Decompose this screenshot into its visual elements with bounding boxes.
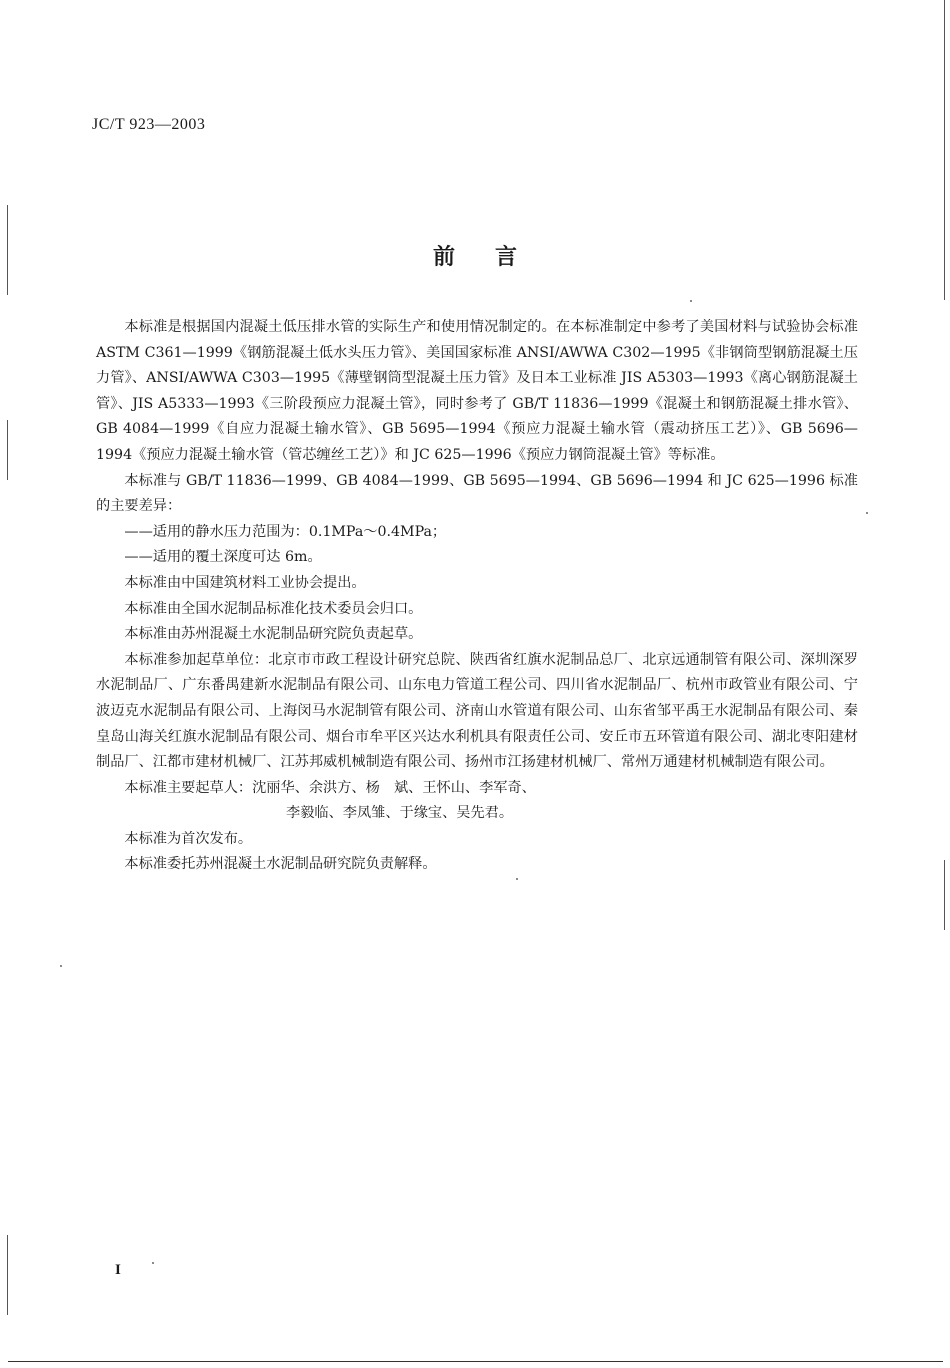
- scan-speck: [516, 878, 518, 880]
- paragraph-interpretation: 本标准委托苏州混凝土水泥制品研究院负责解释。: [124, 856, 437, 873]
- paragraph-drafters: 本标准主要起草人：沈丽华、余洪方、杨 斌、王怀山、李军奇、: [124, 779, 536, 796]
- difference-item-depth: ——适用的覆土深度可达 6m。: [124, 549, 322, 566]
- scan-speck: [60, 965, 62, 967]
- standard-code: JC/T 923—2003: [92, 116, 206, 133]
- paragraph-drafters-continued: 李毅临、李凤雏、于缘宝、吴先君。: [286, 805, 514, 822]
- page-number: I: [115, 1262, 121, 1278]
- paragraph-participants: 本标准参加起草单位：北京市市政工程设计研究总院、陕西省红旗水泥制品总厂、北京远通制管有限公司、深圳深罗水泥制品厂、广东番禺建新水泥制品有限公司、山东电力管道工程公司、四川省水泥制品厂、杭州市政管业有限公司、宁波迈克水泥制品有限公司、上海闵马水泥制管有限公司、济南山水管道有限公司、山东省邹平禹王水泥制品有限公司、秦皇岛山海关红旗水泥制品有限公司、烟台市牟平区兴达水利机具有限责任公司、安丘市五环管道有限公司、湖北枣阳建材制品厂、江都市建材机械厂、江苏邦威机械制造有限公司、扬州市江扬建材机械厂、常州万通建材机械制造有限公司。: [96, 651, 858, 771]
- foreword-body: [96, 315, 858, 878]
- paragraph-first-release: 本标准为首次发布。: [124, 830, 253, 847]
- page-title: 前言: [432, 245, 557, 270]
- scan-edge-line: [7, 205, 8, 295]
- paragraph-differences: 本标准与 GB/T 11836—1999、GB 4084—1999、GB 5695—1994、GB 5696—1994 和 JC 625—1996 标准的主要差异：: [96, 472, 858, 515]
- scan-speck: [866, 512, 868, 514]
- paragraph-references: 本标准是根据国内混凝土低压排水管的实际生产和使用情况制定的。在本标准制定中参考了美国材料与试验协会标准 ASTM C361—1999《钢筋混凝土低水头压力管》、美国国家标准 ANSI/AWWA C302—1995《非钢筒型钢筋混凝土压力管》、ANSI/AWWA C303—1995《薄壁钢筒型混凝土压力管》及日本工业标准 JIS A5303—1993《离心钢筋混凝土管》、JIS A5333—1993《三阶段预应力混凝土管》，同时参考了 GB/T 11836—1999《混凝土和钢筋混凝土排水管》、GB 4084—1999《自应力混凝土输水管》、GB 5695—1994《预应力混凝土输水管（震动挤压工艺）》、GB 5696—1994《预应力混凝土输水管（管芯缠丝工艺）》和 JC 625—1996《预应力钢筒混凝土管》等标准。: [96, 319, 858, 463]
- scan-speck: [152, 1262, 154, 1264]
- scan-speck: [690, 300, 692, 302]
- scan-edge-line: [7, 1235, 8, 1315]
- scan-edge-line: [944, 0, 945, 300]
- paragraph-drafting-org: 本标准由苏州混凝土水泥制品研究院负责起草。: [124, 626, 423, 643]
- scan-edge-line: [944, 860, 945, 930]
- scan-bottom-edge: [8, 1361, 943, 1362]
- paragraph-proposer: 本标准由中国建筑材料工业协会提出。: [124, 574, 366, 591]
- difference-item-pressure: ——适用的静水压力范围为：0.1MPa～0.4MPa；: [124, 523, 447, 540]
- scan-edge-line: [7, 420, 8, 480]
- paragraph-committee: 本标准由全国水泥制品标准化技术委员会归口。: [124, 600, 423, 617]
